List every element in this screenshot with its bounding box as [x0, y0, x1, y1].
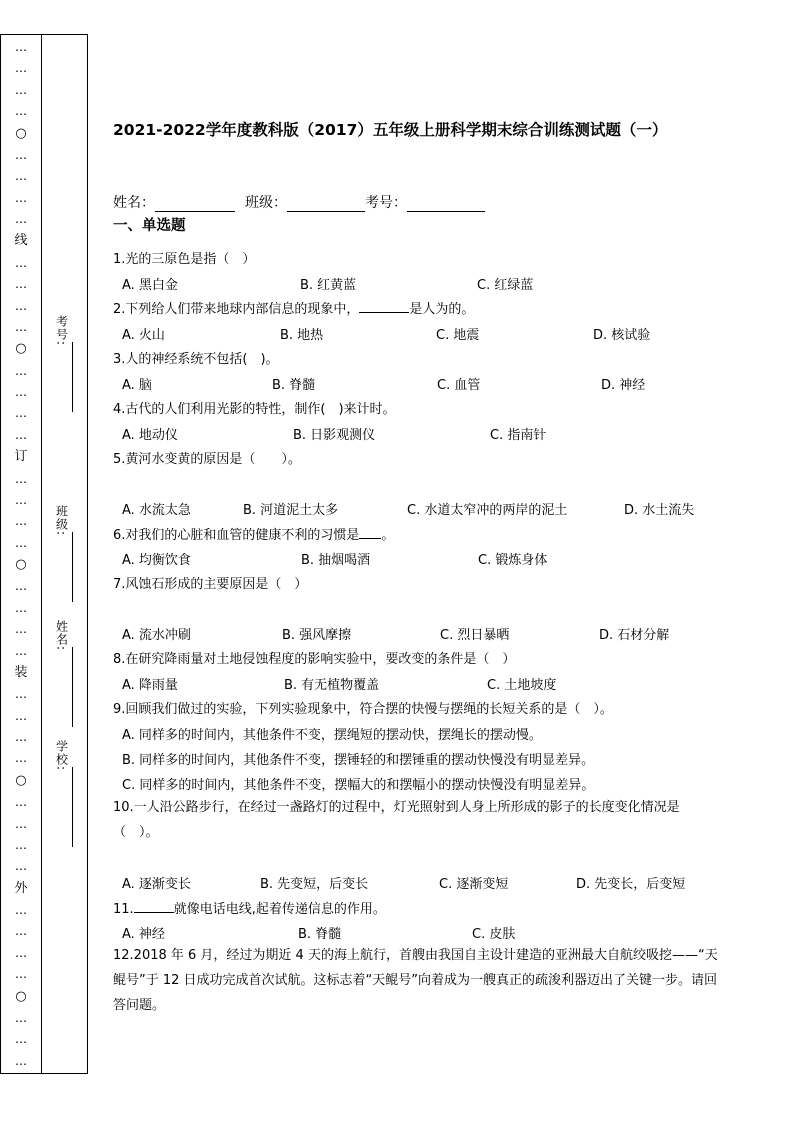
question-1-stem: 1.光的三原色是指（ ） — [113, 252, 256, 267]
seal-dots: … — [15, 385, 27, 399]
seal-dots: … — [15, 147, 27, 162]
seal-dots: … — [15, 319, 27, 334]
question-2-blank[interactable] — [359, 312, 409, 313]
seal-dots: … — [15, 643, 27, 658]
question-1-option-a[interactable]: A. 黑白金 — [122, 278, 178, 293]
question-9-stem: 9.回顾我们做过的实验，下列实验现象中，符合摆的快慢与摆绳的长短关系的是（ ）。 — [113, 702, 613, 717]
seal-dots: … — [15, 190, 27, 205]
question-11-option-a[interactable]: A. 神经 — [122, 927, 165, 942]
question-6-stem-start: 6.对我们的心脏和血管的健康不利的习惯是 — [113, 528, 360, 543]
class-label: 班级： — [245, 195, 287, 211]
question-6-option-b[interactable]: B. 抽烟喝酒 — [301, 553, 371, 568]
school-field-label: 学校: — [54, 740, 69, 772]
question-6-stem — [113, 524, 394, 543]
seal-dots: … — [15, 82, 27, 97]
question-6-option-c[interactable]: C. 锻炼身体 — [478, 553, 548, 568]
seal-dots: … — [15, 492, 27, 507]
seal-dots: … — [15, 837, 27, 852]
question-2-option-a[interactable]: A. 火山 — [122, 328, 165, 343]
question-9-option-a[interactable]: A. 同样多的时间内，其他条件不变，摆绳短的摆动快，摆绳长的摆动慢。 — [122, 728, 542, 743]
question-8-option-c[interactable]: C. 土地坡度 — [487, 678, 557, 693]
question-8-stem: 8.在研究降雨量对土地侵蚀程度的影响实验中，要改变的条件是（ ） — [113, 652, 516, 667]
seal-dots: … — [15, 471, 27, 486]
exam-no-field — [45, 315, 85, 412]
question-6-stem-end: 。 — [381, 528, 395, 543]
seal-dots: … — [15, 1053, 27, 1068]
question-2-option-b[interactable]: B. 地热 — [280, 328, 324, 343]
question-12-stem: 12.2018 年 6 月，经过为期近 4 天的海上航行，首艘由我国自主设计建造的亚洲最大自航绞吸挖——“天鲲号”于 12 日成功完成首次试航。这标志着“天鲲号”向着成为一艘真正的疏浚利器迈出了关键一步。请回答问题。 — [113, 948, 718, 1013]
seal-circle: ○ — [15, 341, 27, 357]
section-heading: 一、单选题 — [113, 218, 186, 234]
seal-dots: … — [15, 363, 27, 378]
question-9-option-b[interactable]: B. 同样多的时间内，其他条件不变，摆锤轻的和摆锤重的摆动快慢没有明显差异。 — [122, 753, 595, 768]
seal-circle: ○ — [15, 557, 27, 572]
seal-circle: ○ — [15, 772, 27, 788]
page-title: 2021-2022学年度教科版（2017）五年级上册科学期末综合训练测试题（一） — [113, 121, 668, 139]
seal-dots: … — [15, 61, 27, 76]
question-4-stem: 4.古代的人们利用光影的特性，制作( )来计时。 — [113, 402, 396, 417]
seal-dots: … — [15, 859, 27, 874]
question-11-option-c[interactable]: C. 皮肤 — [472, 927, 516, 942]
seal-dots: … — [15, 816, 27, 831]
name-label: 姓名： — [113, 195, 155, 211]
question-5-option-c[interactable]: C. 水道太窄冲的两岸的泥土 — [407, 503, 568, 518]
student-fields — [41, 35, 89, 1073]
student-info-row — [113, 192, 485, 212]
seal-dots: … — [15, 427, 27, 442]
name-blank[interactable] — [155, 197, 235, 212]
seal-dots: … — [15, 924, 27, 939]
question-5-stem: 5.黄河水变黄的原因是（ ）。 — [113, 452, 301, 467]
question-10-option-c[interactable]: C. 逐渐变短 — [439, 877, 509, 892]
seal-dots: … — [15, 600, 27, 615]
name-field — [45, 620, 85, 727]
seal-dots: … — [15, 967, 27, 982]
question-2-option-c[interactable]: C. 地震 — [436, 328, 480, 343]
question-3-option-b[interactable]: B. 脊髓 — [272, 378, 316, 393]
question-2-stem-end: 是人为的。 — [409, 302, 475, 317]
question-11-blank[interactable] — [134, 912, 174, 913]
question-3-stem: 3.人的神经系统不包括( )。 — [113, 352, 279, 367]
question-11-stem — [113, 898, 386, 917]
binding-margin — [0, 34, 88, 1074]
seal-dots: … — [15, 579, 27, 594]
question-4-option-c[interactable]: C. 指南针 — [490, 428, 547, 443]
question-7-option-b[interactable]: B. 强风摩擦 — [282, 628, 352, 643]
question-1-option-b[interactable]: B. 红黄蓝 — [300, 278, 357, 293]
question-9-option-c[interactable]: C. 同样多的时间内，其他条件不变，摆幅大的和摆幅小的摆动快慢没有明显差异。 — [122, 778, 595, 793]
class-field — [45, 505, 85, 602]
seal-line — [1, 35, 41, 1073]
seal-circle: ○ — [15, 988, 27, 1004]
question-2-option-d[interactable]: D. 核试验 — [593, 328, 651, 343]
class-blank[interactable] — [287, 197, 365, 212]
class-field-line — [72, 532, 73, 602]
question-8-option-b[interactable]: B. 有无植物覆盖 — [284, 678, 380, 693]
question-5-option-a[interactable]: A. 水流太急 — [122, 503, 191, 518]
seal-dots: … — [15, 1032, 27, 1047]
question-10-option-d[interactable]: D. 先变长，后变短 — [576, 877, 686, 892]
question-7-option-a[interactable]: A. 流水冲刷 — [122, 628, 191, 643]
seal-dots: … — [15, 535, 27, 550]
seal-dots: … — [15, 104, 27, 119]
question-10-option-b[interactable]: B. 先变短，后变长 — [260, 877, 369, 892]
seal-dots: … — [15, 945, 27, 960]
question-11-option-b[interactable]: B. 脊髓 — [298, 927, 342, 942]
seal-dots: … — [15, 212, 27, 226]
seal-dots: … — [15, 40, 27, 54]
question-4-option-a[interactable]: A. 地动仪 — [122, 428, 178, 443]
question-11-stem-end: 就像电话电线,起着传递信息的作用。 — [173, 902, 386, 917]
seal-dots: … — [15, 687, 27, 702]
question-7-stem: 7.风蚀石形成的主要原因是（ ） — [113, 577, 308, 592]
seal-word: 线 — [14, 233, 28, 249]
seal-dots: … — [15, 622, 27, 637]
question-5-option-d[interactable]: D. 水土流失 — [624, 503, 695, 518]
seal-word: 装 — [14, 664, 28, 680]
seal-dots: … — [15, 514, 27, 529]
seal-dots: … — [15, 795, 27, 810]
seal-circle: ○ — [15, 125, 27, 141]
question-10-stem: 10.一人沿公路步行，在经过一盏路灯的过程中，灯光照射到人身上所形成的影子的长度变化情况是（ ）。 — [113, 800, 680, 840]
seal-dots: … — [15, 298, 27, 313]
seal-dots: … — [15, 255, 27, 270]
seal-dots: … — [15, 277, 27, 292]
exam-no-field-label: 考号: — [54, 315, 69, 347]
name-field-label: 姓名: — [54, 620, 69, 652]
seal-dots: … — [15, 903, 27, 917]
question-2-stem-start: 2.下列给人们带来地球内部信息的现象中， — [113, 302, 360, 317]
question-11-stem-start: 11. — [113, 902, 134, 917]
exam-no-field-line — [72, 342, 73, 412]
seal-word: 订 — [14, 449, 28, 465]
seal-dots: … — [15, 708, 27, 723]
question-10-option-a[interactable]: A. 逐渐变长 — [122, 877, 191, 892]
question-6-blank[interactable] — [359, 538, 381, 539]
question-3-option-d[interactable]: D. 神经 — [601, 378, 646, 393]
exam-no-blank[interactable] — [407, 197, 485, 212]
question-3-option-a[interactable]: A. 脑 — [122, 378, 152, 393]
question-1-option-c[interactable]: C. 红绿蓝 — [477, 278, 534, 293]
seal-dots: … — [15, 169, 27, 184]
class-field-label: 班级: — [54, 505, 69, 537]
question-7-option-d[interactable]: D. 石材分解 — [599, 628, 670, 643]
school-field-line — [72, 767, 73, 847]
seal-dots: … — [15, 406, 27, 421]
question-8-option-a[interactable]: A. 降雨量 — [122, 678, 178, 693]
question-6-option-a[interactable]: A. 均衡饮食 — [122, 553, 191, 568]
seal-dots: … — [15, 751, 27, 766]
seal-dots: … — [15, 1010, 27, 1025]
name-field-line — [72, 647, 73, 727]
seal-dots: … — [15, 730, 27, 744]
exam-no-label: 考号： — [365, 195, 407, 211]
question-4-option-b[interactable]: B. 日影观测仪 — [293, 428, 376, 443]
school-field — [45, 740, 85, 847]
question-2-stem — [113, 298, 474, 317]
question-3-option-c[interactable]: C. 血管 — [437, 378, 481, 393]
question-7-option-c[interactable]: C. 烈日暴晒 — [440, 628, 510, 643]
seal-word: 外 — [14, 880, 28, 896]
question-5-option-b[interactable]: B. 河道泥土太多 — [243, 503, 339, 518]
